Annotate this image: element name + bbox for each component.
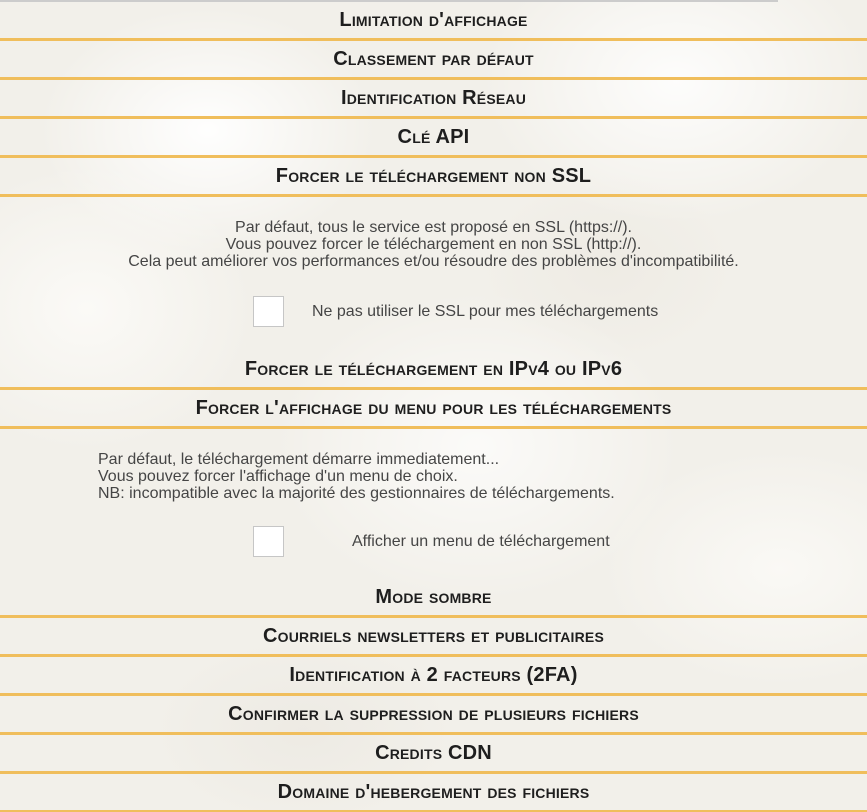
section-title: Forcer l'affichage du menu pour les téléchargements <box>195 396 672 419</box>
menu-checkbox-row <box>253 526 867 579</box>
non-ssl-description <box>0 219 867 270</box>
section-title: Classement par défaut <box>333 47 534 70</box>
section-title: Clé API <box>397 125 470 148</box>
top-edge-line <box>0 0 778 2</box>
section-content-forcer-non-ssl <box>0 219 867 351</box>
section-content-forcer-menu <box>0 451 867 579</box>
section-title: Domaine d'hebergement des fichiers <box>277 780 590 803</box>
section-header-courriels-newsletters[interactable] <box>0 618 867 657</box>
section-header-domaine-hebergement[interactable] <box>0 774 867 812</box>
section-header-forcer-non-ssl[interactable] <box>0 158 867 197</box>
description-line: Cela peut améliorer vos performances et/ou résoudre des problèmes d'incompatibilité. <box>128 253 739 270</box>
description-line: NB: incompatible avec la majorité des gestionnaires de téléchargements. <box>98 485 615 502</box>
non-ssl-checkbox[interactable] <box>253 296 284 327</box>
section-header-credits-cdn[interactable] <box>0 735 867 774</box>
section-title: Courriels newsletters et publicitaires <box>262 624 605 647</box>
section-header-mode-sombre[interactable] <box>0 579 867 618</box>
section-title: Identification Réseau <box>340 86 527 109</box>
section-title: Confirmer la suppression de plusieurs fichiers <box>228 702 639 725</box>
section-header-limitation-affichage[interactable] <box>0 2 867 41</box>
menu-description <box>0 451 867 502</box>
menu-checkbox[interactable] <box>253 526 284 557</box>
section-header-forcer-ipv4-ipv6[interactable] <box>0 351 867 390</box>
section-title: Forcer le téléchargement non SSL <box>275 164 592 187</box>
section-header-identification-reseau[interactable] <box>0 80 867 119</box>
section-header-classement-defaut[interactable] <box>0 41 867 80</box>
section-title: Credits CDN <box>375 741 492 764</box>
section-header-identification-2fa[interactable] <box>0 657 867 696</box>
section-title: Identification à 2 facteurs (2FA) <box>289 663 578 686</box>
section-title: Limitation d'affichage <box>339 8 528 31</box>
menu-checkbox-label: Afficher un menu de téléchargement <box>352 532 610 550</box>
description-line: Par défaut, tous le service est proposé en SSL (https://). <box>235 219 632 236</box>
section-title: Mode sombre <box>375 585 492 608</box>
description-line: Vous pouvez forcer l'affichage d'un menu de choix. <box>98 468 458 485</box>
section-title: Forcer le téléchargement en IPv4 ou IPv6 <box>244 357 623 380</box>
section-header-cle-api[interactable] <box>0 119 867 158</box>
description-line: Vous pouvez forcer le téléchargement en non SSL (http://). <box>225 236 642 253</box>
description-line: Par défaut, le téléchargement démarre immediatement... <box>98 451 500 468</box>
section-header-confirmer-suppression[interactable] <box>0 696 867 735</box>
non-ssl-checkbox-label: Ne pas utiliser le SSL pour mes téléchargements <box>312 302 659 320</box>
non-ssl-checkbox-row <box>253 296 867 351</box>
section-header-forcer-menu[interactable] <box>0 390 867 429</box>
